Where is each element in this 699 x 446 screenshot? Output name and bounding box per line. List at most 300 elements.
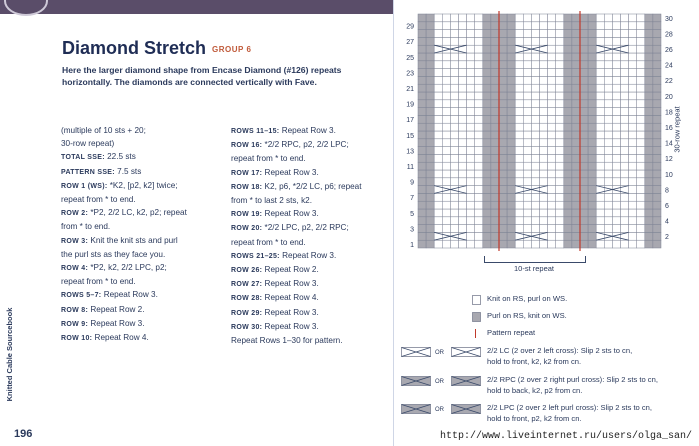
- chart-cell: [418, 193, 426, 201]
- key-text: Purl on RS, knit on WS.: [487, 311, 567, 320]
- chart-cell: [588, 45, 596, 53]
- chart-cell: [442, 22, 450, 30]
- chart-cell: [523, 108, 531, 116]
- chart-cell: [653, 108, 661, 116]
- chart-cell: [612, 162, 620, 170]
- chart-cell: [596, 100, 604, 108]
- row-number-right: 4: [665, 218, 669, 226]
- chart-cell: [507, 123, 515, 131]
- row-text: (multiple of 10 sts + 20;: [61, 126, 146, 135]
- instruction-line: [61, 165, 225, 179]
- chart-cell: [523, 217, 531, 225]
- instruction-line: [231, 334, 391, 347]
- chart-cell: [483, 193, 491, 201]
- chart-cell: [459, 201, 467, 209]
- chart-cell: [580, 45, 588, 53]
- chart-cell: [515, 108, 523, 116]
- chart-cell: [418, 147, 426, 155]
- chart-cell: [483, 100, 491, 108]
- chart-cell: [426, 209, 434, 217]
- chart-cell: [483, 240, 491, 248]
- chart-cell: [523, 240, 531, 248]
- chart-cell: [629, 84, 637, 92]
- chart-cell: [531, 209, 539, 217]
- chart-cell: [475, 30, 483, 38]
- chart-cell: [629, 209, 637, 217]
- chart-cell: [507, 201, 515, 209]
- chart-cell: [612, 53, 620, 61]
- row-label: ROW 9:: [61, 320, 89, 328]
- chart-cell: [588, 240, 596, 248]
- chart-cell: [645, 162, 653, 170]
- chart-cell: [523, 14, 531, 22]
- chart-cell: [629, 154, 637, 162]
- chart-cell: [604, 22, 612, 30]
- chart-cell: [442, 178, 450, 186]
- chart-cell: [475, 154, 483, 162]
- chart-cell: [442, 217, 450, 225]
- chart-cell: [426, 45, 434, 53]
- chart-cell: [564, 217, 572, 225]
- chart-cell: [507, 178, 515, 186]
- chart-cell: [459, 100, 467, 108]
- chart-cell: [572, 61, 580, 69]
- chart-cell: [637, 22, 645, 30]
- chart-cell: [580, 30, 588, 38]
- chart-cell: [629, 131, 637, 139]
- chart-cell: [507, 45, 515, 53]
- row-repeat-label: 30-row repeat: [672, 106, 682, 153]
- instruction-line: [231, 166, 391, 180]
- row-text: Repeat Row 3.: [262, 307, 319, 317]
- chart-cell: [637, 240, 645, 248]
- chart-cell: [426, 37, 434, 45]
- chart-cell: [596, 108, 604, 116]
- row-label: ROW 4:: [61, 265, 89, 273]
- chart-cell: [491, 30, 499, 38]
- chart-cell: [540, 22, 548, 30]
- chart-cell: [491, 193, 499, 201]
- chart-cell: [531, 76, 539, 84]
- chart-cell: [442, 84, 450, 92]
- chart-cell: [540, 225, 548, 233]
- chart-cell: [426, 154, 434, 162]
- row-number-left: 13: [406, 148, 414, 156]
- chart-cell: [475, 108, 483, 116]
- row-text: repeat from * to end.: [61, 195, 136, 205]
- chart-cell: [572, 53, 580, 61]
- chart-cell: [459, 162, 467, 170]
- chart-cell: [491, 139, 499, 147]
- chart-cell: [442, 225, 450, 233]
- chart-cell: [467, 209, 475, 217]
- chart-cell: [475, 232, 483, 240]
- chart-cell: [612, 154, 620, 162]
- chart-cell: [491, 22, 499, 30]
- chart-cell: [483, 201, 491, 209]
- chart-cell: [459, 147, 467, 155]
- chart-cell: [507, 69, 515, 77]
- chart-cell: [483, 217, 491, 225]
- chart-cell: [637, 232, 645, 240]
- row-number-left: 3: [410, 226, 414, 234]
- chart-cell: [531, 154, 539, 162]
- chart-cell: [531, 123, 539, 131]
- chart-cell: [564, 30, 572, 38]
- chart-cell: [515, 92, 523, 100]
- chart-cell: [507, 37, 515, 45]
- chart-cell: [434, 123, 442, 131]
- chart-cell: [588, 108, 596, 116]
- pattern-repeat-icon: [475, 329, 476, 338]
- chart-cell: [645, 37, 653, 45]
- chart-cell: [580, 61, 588, 69]
- instruction-line: [61, 206, 225, 220]
- chart-cell: [637, 45, 645, 53]
- instruction-line: [61, 150, 225, 164]
- chart-cell: [548, 76, 556, 84]
- chart-cell: [645, 123, 653, 131]
- chart-cell: [564, 201, 572, 209]
- chart-cell: [556, 225, 564, 233]
- chart-cell: [653, 232, 661, 240]
- chart-cell: [548, 139, 556, 147]
- chart-cell: [499, 209, 507, 217]
- chart-cell: [459, 217, 467, 225]
- chart-cell: [637, 162, 645, 170]
- row-number-right: 10: [665, 171, 673, 179]
- chart-cell: [572, 209, 580, 217]
- chart-cell: [523, 131, 531, 139]
- chart-cell: [572, 186, 580, 194]
- chart-cell: [612, 14, 620, 22]
- chart-cell: [645, 84, 653, 92]
- chart-cell: [645, 22, 653, 30]
- chart-cell: [580, 115, 588, 123]
- chart-cell: [604, 30, 612, 38]
- chart-cell: [426, 14, 434, 22]
- chart-cell: [523, 115, 531, 123]
- chart-cell: [426, 193, 434, 201]
- chart-cell: [442, 76, 450, 84]
- chart-cell: [629, 30, 637, 38]
- chart-cell: [467, 69, 475, 77]
- chart-cell: [556, 45, 564, 53]
- chart-cell: [596, 209, 604, 217]
- chart-cell: [450, 154, 458, 162]
- knit-swatch-icon: [472, 295, 481, 305]
- chart-cell: [556, 14, 564, 22]
- chart-cell: [637, 115, 645, 123]
- chart-cell: [612, 100, 620, 108]
- instruction-line: [61, 317, 225, 331]
- chart-cell: [621, 123, 629, 131]
- chart-cell: [564, 240, 572, 248]
- chart-cell: [588, 186, 596, 194]
- chart-cell: [467, 162, 475, 170]
- chart-cell: [645, 201, 653, 209]
- chart-cell: [653, 92, 661, 100]
- chart-cell: [572, 147, 580, 155]
- instruction-line: [61, 331, 225, 345]
- chart-cell: [653, 209, 661, 217]
- chart-cell: [637, 69, 645, 77]
- chart-cell: [426, 240, 434, 248]
- chart-cell: [612, 178, 620, 186]
- chart-cell: [499, 123, 507, 131]
- chart-cell: [507, 61, 515, 69]
- chart-cell: [540, 92, 548, 100]
- chart-cell: [434, 14, 442, 22]
- chart-cell: [475, 178, 483, 186]
- chart-cell: [637, 186, 645, 194]
- chart-cell: [418, 14, 426, 22]
- chart-cell: [531, 100, 539, 108]
- chart-cell: [483, 225, 491, 233]
- chart-cell: [499, 217, 507, 225]
- chart-cell: [418, 225, 426, 233]
- chart-cell: [621, 193, 629, 201]
- chart-cell: [564, 178, 572, 186]
- chart-cell: [499, 108, 507, 116]
- chart-cell: [653, 162, 661, 170]
- chart-cell: [467, 14, 475, 22]
- chart-cell: [450, 201, 458, 209]
- chart-cell: [637, 30, 645, 38]
- chart-cell: [572, 37, 580, 45]
- chart-cell: [612, 193, 620, 201]
- instruction-line: [231, 221, 391, 235]
- instruction-line: [61, 275, 225, 288]
- chart-cell: [434, 84, 442, 92]
- chart-cell: [499, 76, 507, 84]
- chart-cell: [483, 178, 491, 186]
- chart-cell: [645, 147, 653, 155]
- chart-cell: [491, 84, 499, 92]
- row-text: *2/2 LPC, p2, 2/2 RPC;: [262, 223, 349, 233]
- row-number-right: 24: [665, 62, 673, 70]
- row-number-left: 1: [410, 242, 414, 249]
- chart-cell: [548, 84, 556, 92]
- chart-cell: [540, 178, 548, 186]
- chart-cell: [645, 30, 653, 38]
- chart-cell: [580, 69, 588, 77]
- chart-cell: [459, 76, 467, 84]
- chart-cell: [507, 100, 515, 108]
- row-text: K2, p6, *2/2 LC, p6; repeat: [262, 181, 362, 191]
- chart-cell: [467, 147, 475, 155]
- chart-cell: [637, 209, 645, 217]
- row-label: TOTAL SSE:: [61, 154, 105, 162]
- chart-cell: [418, 84, 426, 92]
- row-text: Repeat Row 4.: [262, 293, 319, 303]
- chart-cell: [507, 115, 515, 123]
- chart-cell: [540, 154, 548, 162]
- chart-cell: [515, 193, 523, 201]
- chart-cell: [491, 69, 499, 77]
- chart-cell: [540, 76, 548, 84]
- row-label: ROW 26:: [231, 267, 263, 275]
- chart-cell: [475, 37, 483, 45]
- chart-cell: [507, 108, 515, 116]
- chart-cell: [459, 53, 467, 61]
- row-label: ROW 20:: [231, 225, 263, 233]
- chart-cell: [418, 37, 426, 45]
- chart-cell: [459, 69, 467, 77]
- row-number-left: 25: [406, 54, 414, 62]
- chart-cell: [523, 162, 531, 170]
- row-label: PATTERN SSE:: [61, 168, 115, 176]
- chart-cell: [653, 14, 661, 22]
- chart-cell: [621, 76, 629, 84]
- chart-cell: [604, 162, 612, 170]
- chart-cell: [515, 147, 523, 155]
- chart-cell: [523, 22, 531, 30]
- chart-cell: [596, 37, 604, 45]
- row-label: ROWS 11–15:: [231, 128, 280, 135]
- chart-cell: [515, 162, 523, 170]
- chart-cell: [556, 232, 564, 240]
- chart-cell: [540, 84, 548, 92]
- chart-cell: [604, 139, 612, 147]
- chart-cell: [491, 61, 499, 69]
- chart-cell: [588, 123, 596, 131]
- chart-cell: [564, 108, 572, 116]
- row-text: 30-row repeat): [61, 139, 115, 149]
- chart-cell: [580, 240, 588, 248]
- chart-cell: [548, 45, 556, 53]
- chart-cell: [645, 69, 653, 77]
- chart-cell: [580, 123, 588, 131]
- chart-cell: [637, 147, 645, 155]
- chart-cell: [612, 37, 620, 45]
- chart-cell: [596, 170, 604, 178]
- chart-cell: [467, 100, 475, 108]
- chart-cell: [450, 209, 458, 217]
- chart-cell: [540, 115, 548, 123]
- chart-cell: [596, 92, 604, 100]
- key-text: 2/2 LPC (2 over 2 left purl cross): Slip 2 sts to cn,: [487, 403, 653, 412]
- chart-cell: [523, 170, 531, 178]
- chart-cell: [653, 154, 661, 162]
- chart-cell: [491, 240, 499, 248]
- chart-cell: [523, 178, 531, 186]
- chart-cell: [459, 131, 467, 139]
- chart-cell: [475, 139, 483, 147]
- chart-cell: [588, 209, 596, 217]
- chart-cell: [564, 139, 572, 147]
- chart-cell: [629, 69, 637, 77]
- chart-cell: [580, 232, 588, 240]
- row-text: *K2, [p2, k2] twice;: [107, 180, 178, 190]
- instruction-line: [61, 248, 225, 261]
- chart-cell: [653, 186, 661, 194]
- chart-cell: [483, 131, 491, 139]
- chart-cell: [621, 37, 629, 45]
- chart-cell: [499, 178, 507, 186]
- row-text: Repeat Row 4.: [92, 333, 149, 343]
- chart-cell: [515, 170, 523, 178]
- row-text: *P2, k2, 2/2 LPC, p2;: [88, 263, 167, 273]
- chart-cell: [637, 154, 645, 162]
- chart-cell: [442, 170, 450, 178]
- chart-cell: [450, 131, 458, 139]
- chart-cell: [523, 100, 531, 108]
- chart-cell: [604, 92, 612, 100]
- chart-cell: [653, 178, 661, 186]
- chart-cell: [434, 225, 442, 233]
- chart-cell: [426, 201, 434, 209]
- chart-cell: [556, 22, 564, 30]
- chart-cell: [475, 61, 483, 69]
- chart-cell: [596, 22, 604, 30]
- chart-cell: [507, 84, 515, 92]
- chart-cell: [612, 115, 620, 123]
- chart-cell: [604, 61, 612, 69]
- chart-cell: [450, 147, 458, 155]
- chart-cell: [507, 209, 515, 217]
- instruction-line: [231, 138, 391, 152]
- chart-cell: [580, 170, 588, 178]
- chart-cell: [653, 147, 661, 155]
- chart-cell: [491, 178, 499, 186]
- chart-cell: [604, 100, 612, 108]
- instruction-line: [231, 320, 391, 334]
- chart-cell: [556, 162, 564, 170]
- row-text: Repeat Row 2.: [88, 304, 145, 314]
- key-entry: [487, 293, 697, 304]
- chart-cell: [548, 147, 556, 155]
- chart-cell: [540, 139, 548, 147]
- chart-cell: [483, 22, 491, 30]
- chart-cell: [629, 232, 637, 240]
- chart-cell: [556, 108, 564, 116]
- row-number-right: 16: [665, 125, 673, 132]
- chart-cell: [540, 108, 548, 116]
- chart-cell: [564, 61, 572, 69]
- chart-cell: [548, 209, 556, 217]
- chart-cell: [507, 76, 515, 84]
- row-number-right: 28: [665, 31, 673, 39]
- chart-cell: [523, 69, 531, 77]
- chart-cell: [596, 61, 604, 69]
- chart-cell: [450, 170, 458, 178]
- chart-cell: [515, 115, 523, 123]
- chart-cell: [564, 131, 572, 139]
- chart-cell: [572, 139, 580, 147]
- chart-cell: [531, 61, 539, 69]
- chart-cell: [531, 147, 539, 155]
- row-number-right: 2: [665, 234, 669, 242]
- chart-cell: [540, 193, 548, 201]
- chart-cell: [621, 30, 629, 38]
- chart-cell: [548, 178, 556, 186]
- row-label: ROW 29:: [231, 309, 263, 317]
- chart-cell: [475, 53, 483, 61]
- chart-cell: [442, 154, 450, 162]
- instruction-line: [61, 220, 225, 233]
- chart-cell: [531, 69, 539, 77]
- chart-cell: [645, 61, 653, 69]
- instruction-line: [61, 303, 225, 317]
- chart-cell: [450, 100, 458, 108]
- chart-cell: [475, 209, 483, 217]
- chart-cell: [604, 84, 612, 92]
- row-label: ROW 30:: [231, 323, 263, 331]
- chart-cell: [507, 232, 515, 240]
- chart-cell: [442, 162, 450, 170]
- chart-cell: [426, 108, 434, 116]
